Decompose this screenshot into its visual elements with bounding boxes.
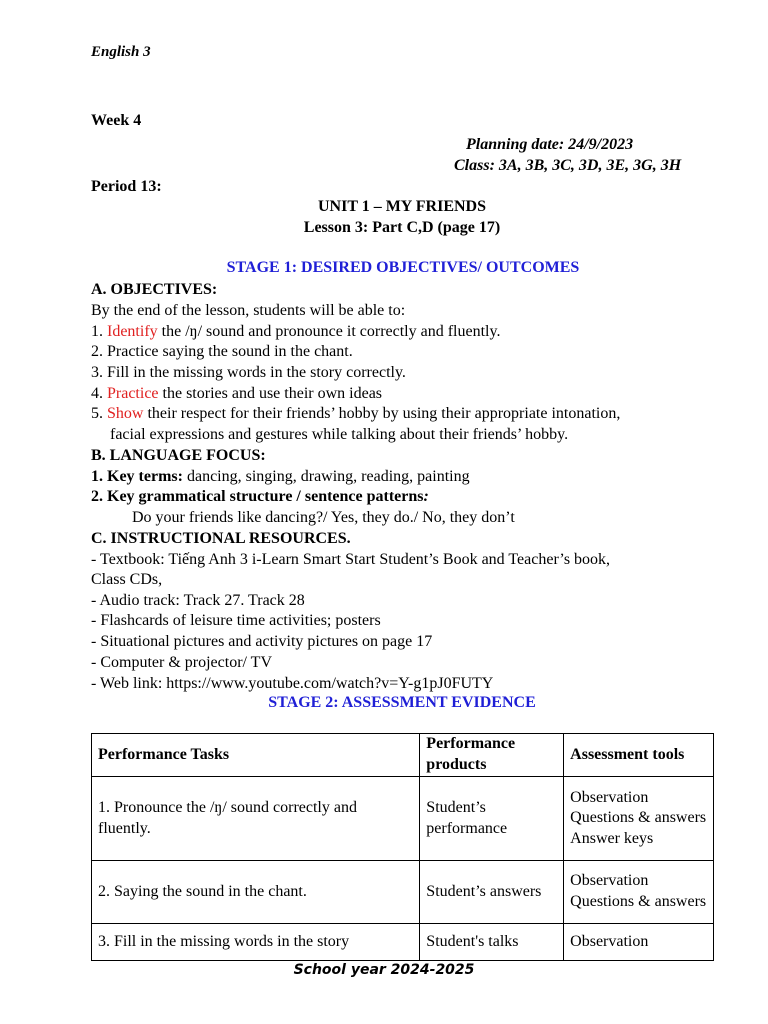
tools-cell: Observation Questions & answers bbox=[564, 861, 714, 924]
class-list: Class: 3A, 3B, 3C, 3D, 3E, 3G, 3H bbox=[454, 157, 682, 174]
tools-cell: Observation bbox=[564, 924, 714, 961]
product-cell: Student's talks bbox=[420, 924, 564, 961]
tools-cell: Observation Questions & answers Answer keys bbox=[564, 777, 714, 861]
column-header: Performance products bbox=[420, 734, 564, 777]
objective-item-continuation: facial expressions and gestures while talking about their friends’ hobby. bbox=[110, 426, 569, 443]
subject-header: English 3 bbox=[91, 44, 151, 60]
resource-line: - Situational pictures and activity pictures on page 17 bbox=[91, 633, 433, 650]
table-header-row bbox=[92, 734, 714, 777]
assessment-table bbox=[91, 733, 714, 961]
language-focus-heading: B. LANGUAGE FOCUS: bbox=[91, 447, 266, 464]
resource-line: - Textbook: Tiếng Anh 3 i-Learn Smart Start Student’s Book and Teacher’s book, bbox=[91, 551, 611, 568]
resource-line: - Flashcards of leisure time activities; posters bbox=[91, 612, 381, 629]
resource-line: - Audio track: Track 27. Track 28 bbox=[91, 592, 305, 609]
table-row bbox=[92, 777, 714, 861]
task-cell: 1. Pronounce the /ŋ/ sound correctly and fluently. bbox=[92, 777, 420, 861]
resource-line: Class CDs, bbox=[91, 571, 163, 588]
period-label: Period 13: bbox=[91, 178, 162, 195]
product-cell: Student’s performance bbox=[420, 777, 564, 861]
column-header: Performance Tasks bbox=[92, 734, 420, 777]
objective-item: 5. Show their respect for their friends’ hobby by using their appropriate intonation, bbox=[91, 405, 621, 422]
table-row bbox=[92, 861, 714, 924]
web-link[interactable]: - Web link: https://www.youtube.com/watch?v=Y-g1pJ0FUTY bbox=[91, 675, 494, 692]
structure-label: 2. Key grammatical structure / sentence patterns: bbox=[91, 488, 429, 505]
structure-example: Do your friends like dancing?/ Yes, they do./ No, they don’t bbox=[132, 509, 515, 526]
task-cell: 2. Saying the sound in the chant. bbox=[92, 861, 420, 924]
objectives-intro: By the end of the lesson, students will be able to: bbox=[91, 302, 406, 319]
planning-date: Planning date: 24/9/2023 bbox=[466, 136, 634, 153]
unit-title: UNIT 1 – MY FRIENDS bbox=[317, 198, 486, 215]
resource-line: - Computer & projector/ TV bbox=[91, 654, 272, 671]
objective-item: 4. Practice the stories and use their own ideas bbox=[91, 385, 383, 402]
column-header: Assessment tools bbox=[564, 734, 714, 777]
objective-item: 2. Practice saying the sound in the chant. bbox=[91, 343, 353, 360]
objectives-heading: A. OBJECTIVES: bbox=[91, 281, 218, 298]
product-cell: Student’s answers bbox=[420, 861, 564, 924]
objective-item: 3. Fill in the missing words in the story correctly. bbox=[91, 364, 406, 381]
stage1-heading: STAGE 1: DESIRED OBJECTIVES/ OUTCOMES bbox=[226, 259, 580, 276]
week-label: Week 4 bbox=[91, 112, 142, 129]
footer-school-year: School year 2024-2025 bbox=[293, 962, 475, 978]
lesson-title: Lesson 3: Part C,D (page 17) bbox=[303, 219, 501, 236]
stage2-heading: STAGE 2: ASSESSMENT EVIDENCE bbox=[268, 694, 536, 711]
key-terms: 1. Key terms: dancing, singing, drawing, reading, painting bbox=[91, 468, 470, 485]
resources-heading: C. INSTRUCTIONAL RESOURCES. bbox=[91, 530, 351, 547]
table-row bbox=[92, 924, 714, 961]
objective-item: 1. Identify the /ŋ/ sound and pronounce it correctly and fluently. bbox=[91, 323, 501, 340]
task-cell: 3. Fill in the missing words in the story bbox=[92, 924, 420, 961]
